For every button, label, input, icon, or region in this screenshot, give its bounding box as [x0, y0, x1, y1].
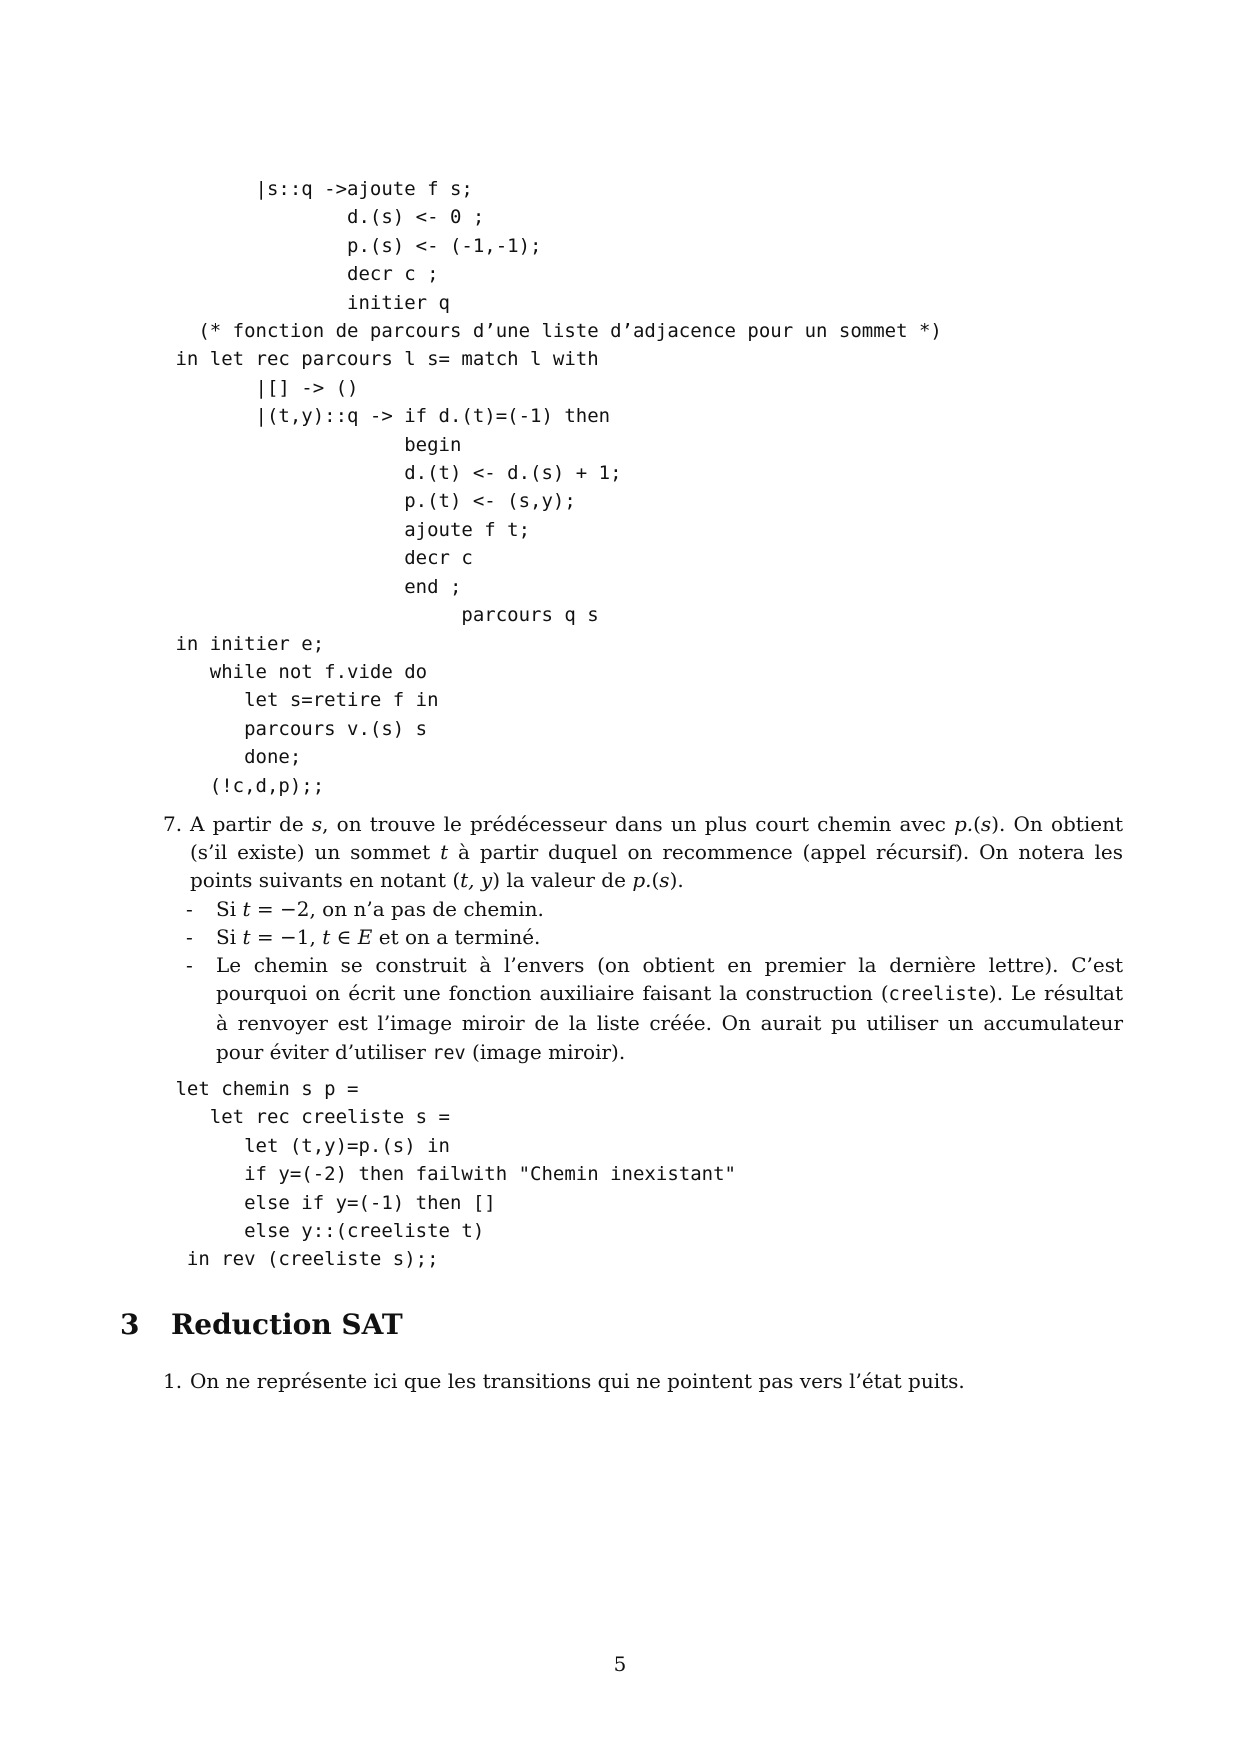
code-line: else if y=(-1) then []: [164, 1191, 496, 1214]
code-line: let (t,y)=p.(s) in: [164, 1134, 450, 1157]
code-line: let rec creeliste s =: [164, 1106, 450, 1129]
code-line: |(t,y)::q -> if d.(t)=(-1) then: [164, 405, 611, 428]
code-line: (* fonction de parcours d’une liste d’adjacence pour un sommet *): [164, 320, 942, 343]
code-line: while not f.vide do: [164, 660, 428, 683]
code-block-bfs: [164, 175, 942, 800]
code-line: end ;: [164, 575, 462, 598]
code-line: |s::q ->ajoute f s;: [164, 178, 473, 200]
code-line: p.(s) <- (-1,-1);: [164, 234, 542, 257]
sat-item-paragraph: [163, 1367, 1123, 1395]
item7-paragraph: 7. A partir de s, on trouve le prédécesseur dans un plus court chemin avec p.(s). On obtient (s’il existe) un sommet t à partir duquel on recommence (appel récursif). On notera les points suivants en notant (t, y) la valeur de p.(s).: [163, 812, 1123, 893]
code-line: done;: [164, 746, 302, 769]
code-line: decr c: [164, 547, 473, 570]
section-heading: [120, 1307, 403, 1343]
section-number: 3: [120, 1308, 140, 1341]
code-line: let s=retire f in: [164, 689, 439, 712]
code-line: in initier e;: [164, 632, 325, 655]
code-line: decr c ;: [164, 263, 439, 286]
list-item-7: [163, 810, 1123, 1068]
code-line: d.(s) <- 0 ;: [164, 206, 485, 229]
section-title: Reduction SAT: [171, 1308, 403, 1341]
list-item-sat-1: [163, 1367, 1123, 1395]
code-block-chemin: [164, 1075, 736, 1274]
code-line: let chemin s p =: [164, 1078, 359, 1100]
code-line: in rev (creeliste s);;: [164, 1248, 439, 1271]
code-line: parcours q s: [164, 604, 599, 627]
code-line: |[] -> (): [164, 376, 359, 399]
bullet-finished: - Si t = −1, t ∈ E et on a terminé.: [186, 924, 541, 949]
code-line: d.(t) <- d.(s) + 1;: [164, 462, 622, 485]
bullet-reverse-path: - Le chemin se construit à l’envers (on obtient en premier la dernière lettre). C’est pourquoi on écrit une fonction auxiliaire faisant la construction (creeliste). Le résultat à renvoyer est l’image miroir de la liste créée. On aurait pu utiliser un accumulateur pour éviter d’utiliser rev (image miroir).: [186, 953, 1123, 1064]
code-line: (!c,d,p);;: [164, 774, 325, 797]
code-line: if y=(-2) then failwith "Chemin inexistant": [164, 1163, 736, 1186]
code-line: initier q: [164, 291, 450, 314]
sat-item-text: On ne représente ici que les transitions qui ne pointent pas vers l’état puits.: [190, 1369, 965, 1393]
code-line: parcours v.(s) s: [164, 717, 428, 740]
code-line: p.(t) <- (s,y);: [164, 490, 576, 513]
bullet-no-path: - Si t = −2, on n’a pas de chemin.: [186, 896, 544, 921]
code-line: begin: [164, 433, 462, 456]
item7-number: 7.: [163, 812, 183, 836]
sat-item-number: 1.: [163, 1369, 183, 1393]
code-line: ajoute f t;: [164, 518, 531, 541]
page-number: 5: [613, 1652, 627, 1676]
code-line: in let rec parcours l s= match l with: [164, 348, 599, 371]
code-line: else y::(creeliste t): [164, 1220, 485, 1243]
